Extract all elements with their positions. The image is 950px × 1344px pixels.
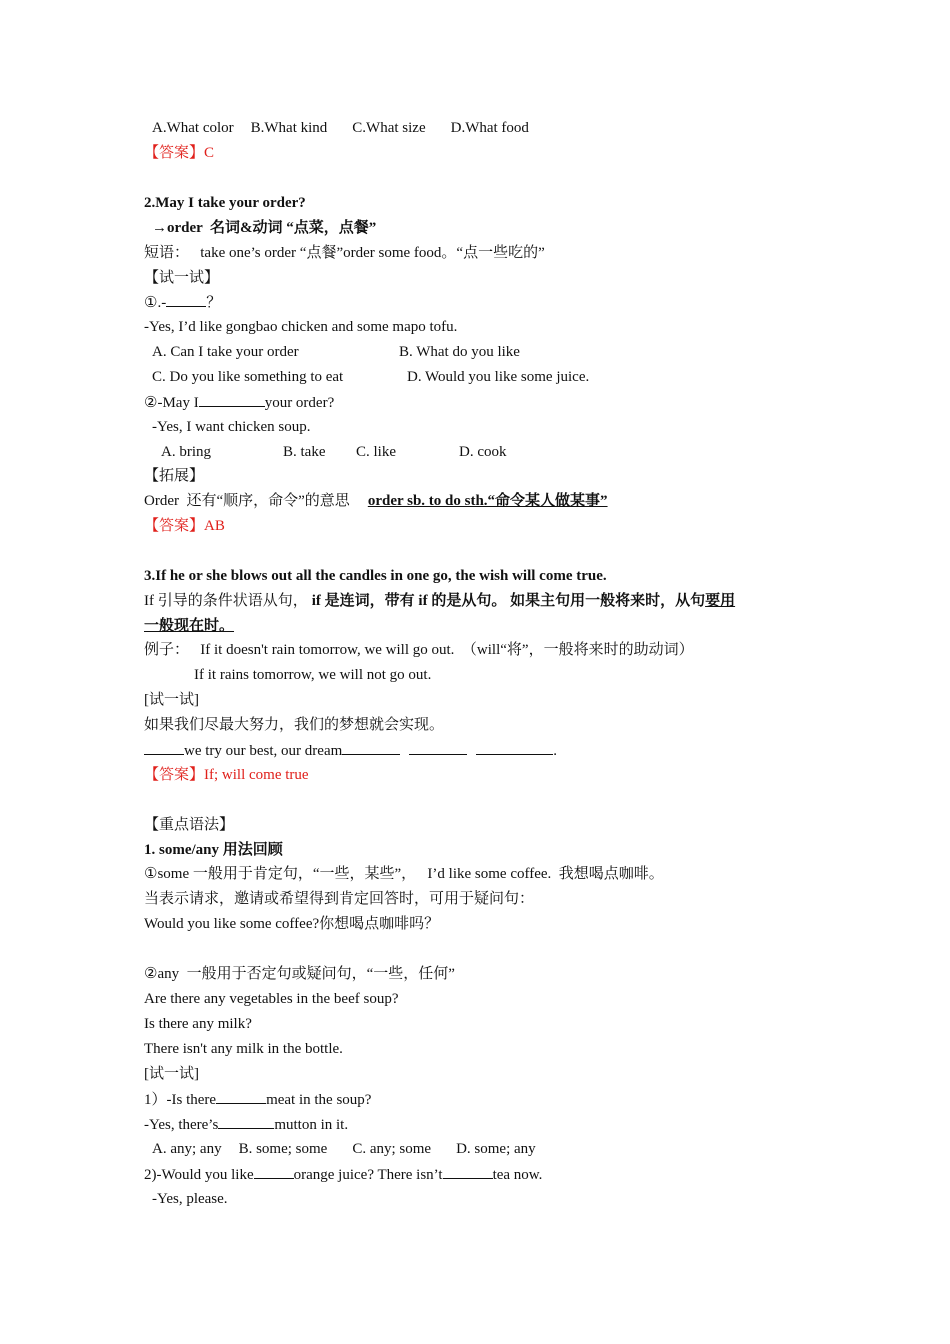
exercise-2-question (144, 392, 334, 413)
if-rule-continued: 一般现在时。 (144, 618, 235, 634)
blank (199, 392, 265, 407)
exercise-3-option-d: D. some; any (456, 1141, 536, 1157)
blank (409, 740, 467, 755)
section-2-title: 2.May I take your order? (144, 195, 306, 211)
exercise-2-option-d: D. cook (459, 444, 507, 460)
extension-heading: 【拓展】 (144, 468, 205, 484)
exercise-1-option-c: C. Do you like something to eat (152, 369, 344, 385)
exercise-4-question (144, 1164, 542, 1185)
blank (342, 740, 400, 755)
exercise-1-question (144, 292, 221, 313)
exercise-2-prefix: ②-May I (144, 395, 199, 411)
exercise-3-options (152, 1139, 536, 1159)
example-2: If it rains tomorrow, we will not go out. (194, 667, 432, 683)
try-heading: 【试一试】 (144, 270, 220, 286)
grammar-heading: 【重点语法】 (144, 817, 235, 833)
any-example-3: There isn't any milk in the bottle. (144, 1041, 343, 1057)
extension-text: Order 还有“顺序，命令”的意思 (144, 493, 350, 509)
example-1: 例子： If it doesn't rain tomorrow, we will go out. （will“将”，一般将来时的助动词） (144, 642, 694, 658)
exercise-1-option-a: A. Can I take your order (152, 344, 299, 360)
if-rule-line (144, 591, 735, 611)
extension-line (144, 491, 608, 511)
any-example-1: Are there any vegetables in the beef soup? (144, 991, 399, 1007)
exercise-2-response: -Yes, I want chicken soup. (152, 419, 311, 435)
blank (476, 740, 553, 755)
some-rule: ①some 一般用于肯定句，“一些，某些”， I’d like some coffee. 我想喝点咖啡。 (144, 866, 664, 882)
some-example: Would you like some coffee?你想喝点咖啡吗？ (144, 916, 440, 932)
blank (216, 1089, 266, 1104)
q1-options (152, 118, 529, 138)
any-rule: ②any 一般用于否定句或疑问句，“一些，任何” (144, 966, 455, 982)
exercise-3-option-a: A. any; any (152, 1141, 222, 1157)
translation-fill-in (144, 740, 557, 761)
translation-prompt: 如果我们尽最大努力，我们的梦想就会实现。 (144, 717, 445, 733)
section-3-title: 3.If he or she blows out all the candles in one go, the wish will come true. (144, 568, 607, 584)
if-rule-intro: If 引导的条件状语从句， (144, 593, 308, 609)
exercise-2-option-a: A. bring (161, 444, 211, 460)
grammar-title: 1. some/any 用法回顾 (144, 842, 283, 858)
option-a: A.What color (152, 120, 234, 136)
blank (443, 1164, 493, 1179)
exercise-1-option-b: B. What do you like (399, 344, 520, 360)
exercise-3-option-b: B. some; some (238, 1141, 328, 1157)
exercise-4-response: -Yes, please. (152, 1191, 228, 1207)
blank (166, 292, 206, 307)
some-rule-question: 当表示请求，邀请或希望得到肯定回答时，可用于疑问句： (144, 891, 535, 907)
exercise-3-option-c: C. any; some (352, 1141, 432, 1157)
option-d: D.What food (450, 120, 529, 136)
answer-3: 【答案】If; will come true (144, 767, 309, 783)
fill-in-text: we try our best, our dream (184, 743, 343, 759)
blank (144, 740, 184, 755)
order-definition: →order 名词&动词 “点菜，点餐” (152, 220, 377, 236)
any-example-2: Is there any milk? (144, 1016, 252, 1032)
option-b: B.What kind (250, 120, 328, 136)
exercise-3-suffix: meat in the soup? (266, 1092, 372, 1108)
exercise-1-prefix: ①.- (144, 295, 167, 311)
answer-1: 【答案】C (144, 145, 215, 161)
exercise-4-middle: orange juice? There isn’t (293, 1167, 443, 1183)
extension-phrase: order sb. to do sth.“命令某人做某事” (367, 493, 608, 509)
exercise-3-question (144, 1089, 371, 1110)
exercise-3-response (144, 1114, 348, 1135)
answer-2: 【答案】AB (144, 518, 225, 534)
exercise-3-response-prefix: -Yes, there’s (144, 1117, 219, 1133)
exercise-4-suffix: tea now. (492, 1167, 543, 1183)
blank (218, 1114, 274, 1129)
exercise-4-prefix: 2)-Would you like (144, 1167, 254, 1183)
exercise-1-response: -Yes, I’d like gongbao chicken and some mapo tofu. (144, 319, 458, 335)
try-heading-3: [试一试] (144, 1066, 199, 1082)
if-rule-underline: 要用 (705, 593, 736, 609)
exercise-2-suffix: your order? (264, 395, 335, 411)
exercise-1-suffix: ？ (206, 295, 222, 311)
exercise-2-option-c: C. like (356, 444, 396, 460)
option-c: C.What size (352, 120, 426, 136)
exercise-3-response-suffix: mutton in it. (274, 1117, 349, 1133)
try-heading-2: [试一试] (144, 692, 199, 708)
fill-in-end: . (553, 743, 558, 759)
blank (254, 1164, 294, 1179)
if-rule-bold: if 是连词，带有 if 的是从句。 如果主句用一般将来时，从句 (311, 593, 706, 609)
exercise-3-prefix: 1）-Is there (144, 1092, 217, 1108)
exercise-2-option-b: B. take (283, 444, 326, 460)
exercise-1-option-d: D. Would you like some juice. (407, 369, 590, 385)
phrase-line: 短语： take one’s order “点餐”order some food。“点一些吃的” (144, 245, 545, 261)
